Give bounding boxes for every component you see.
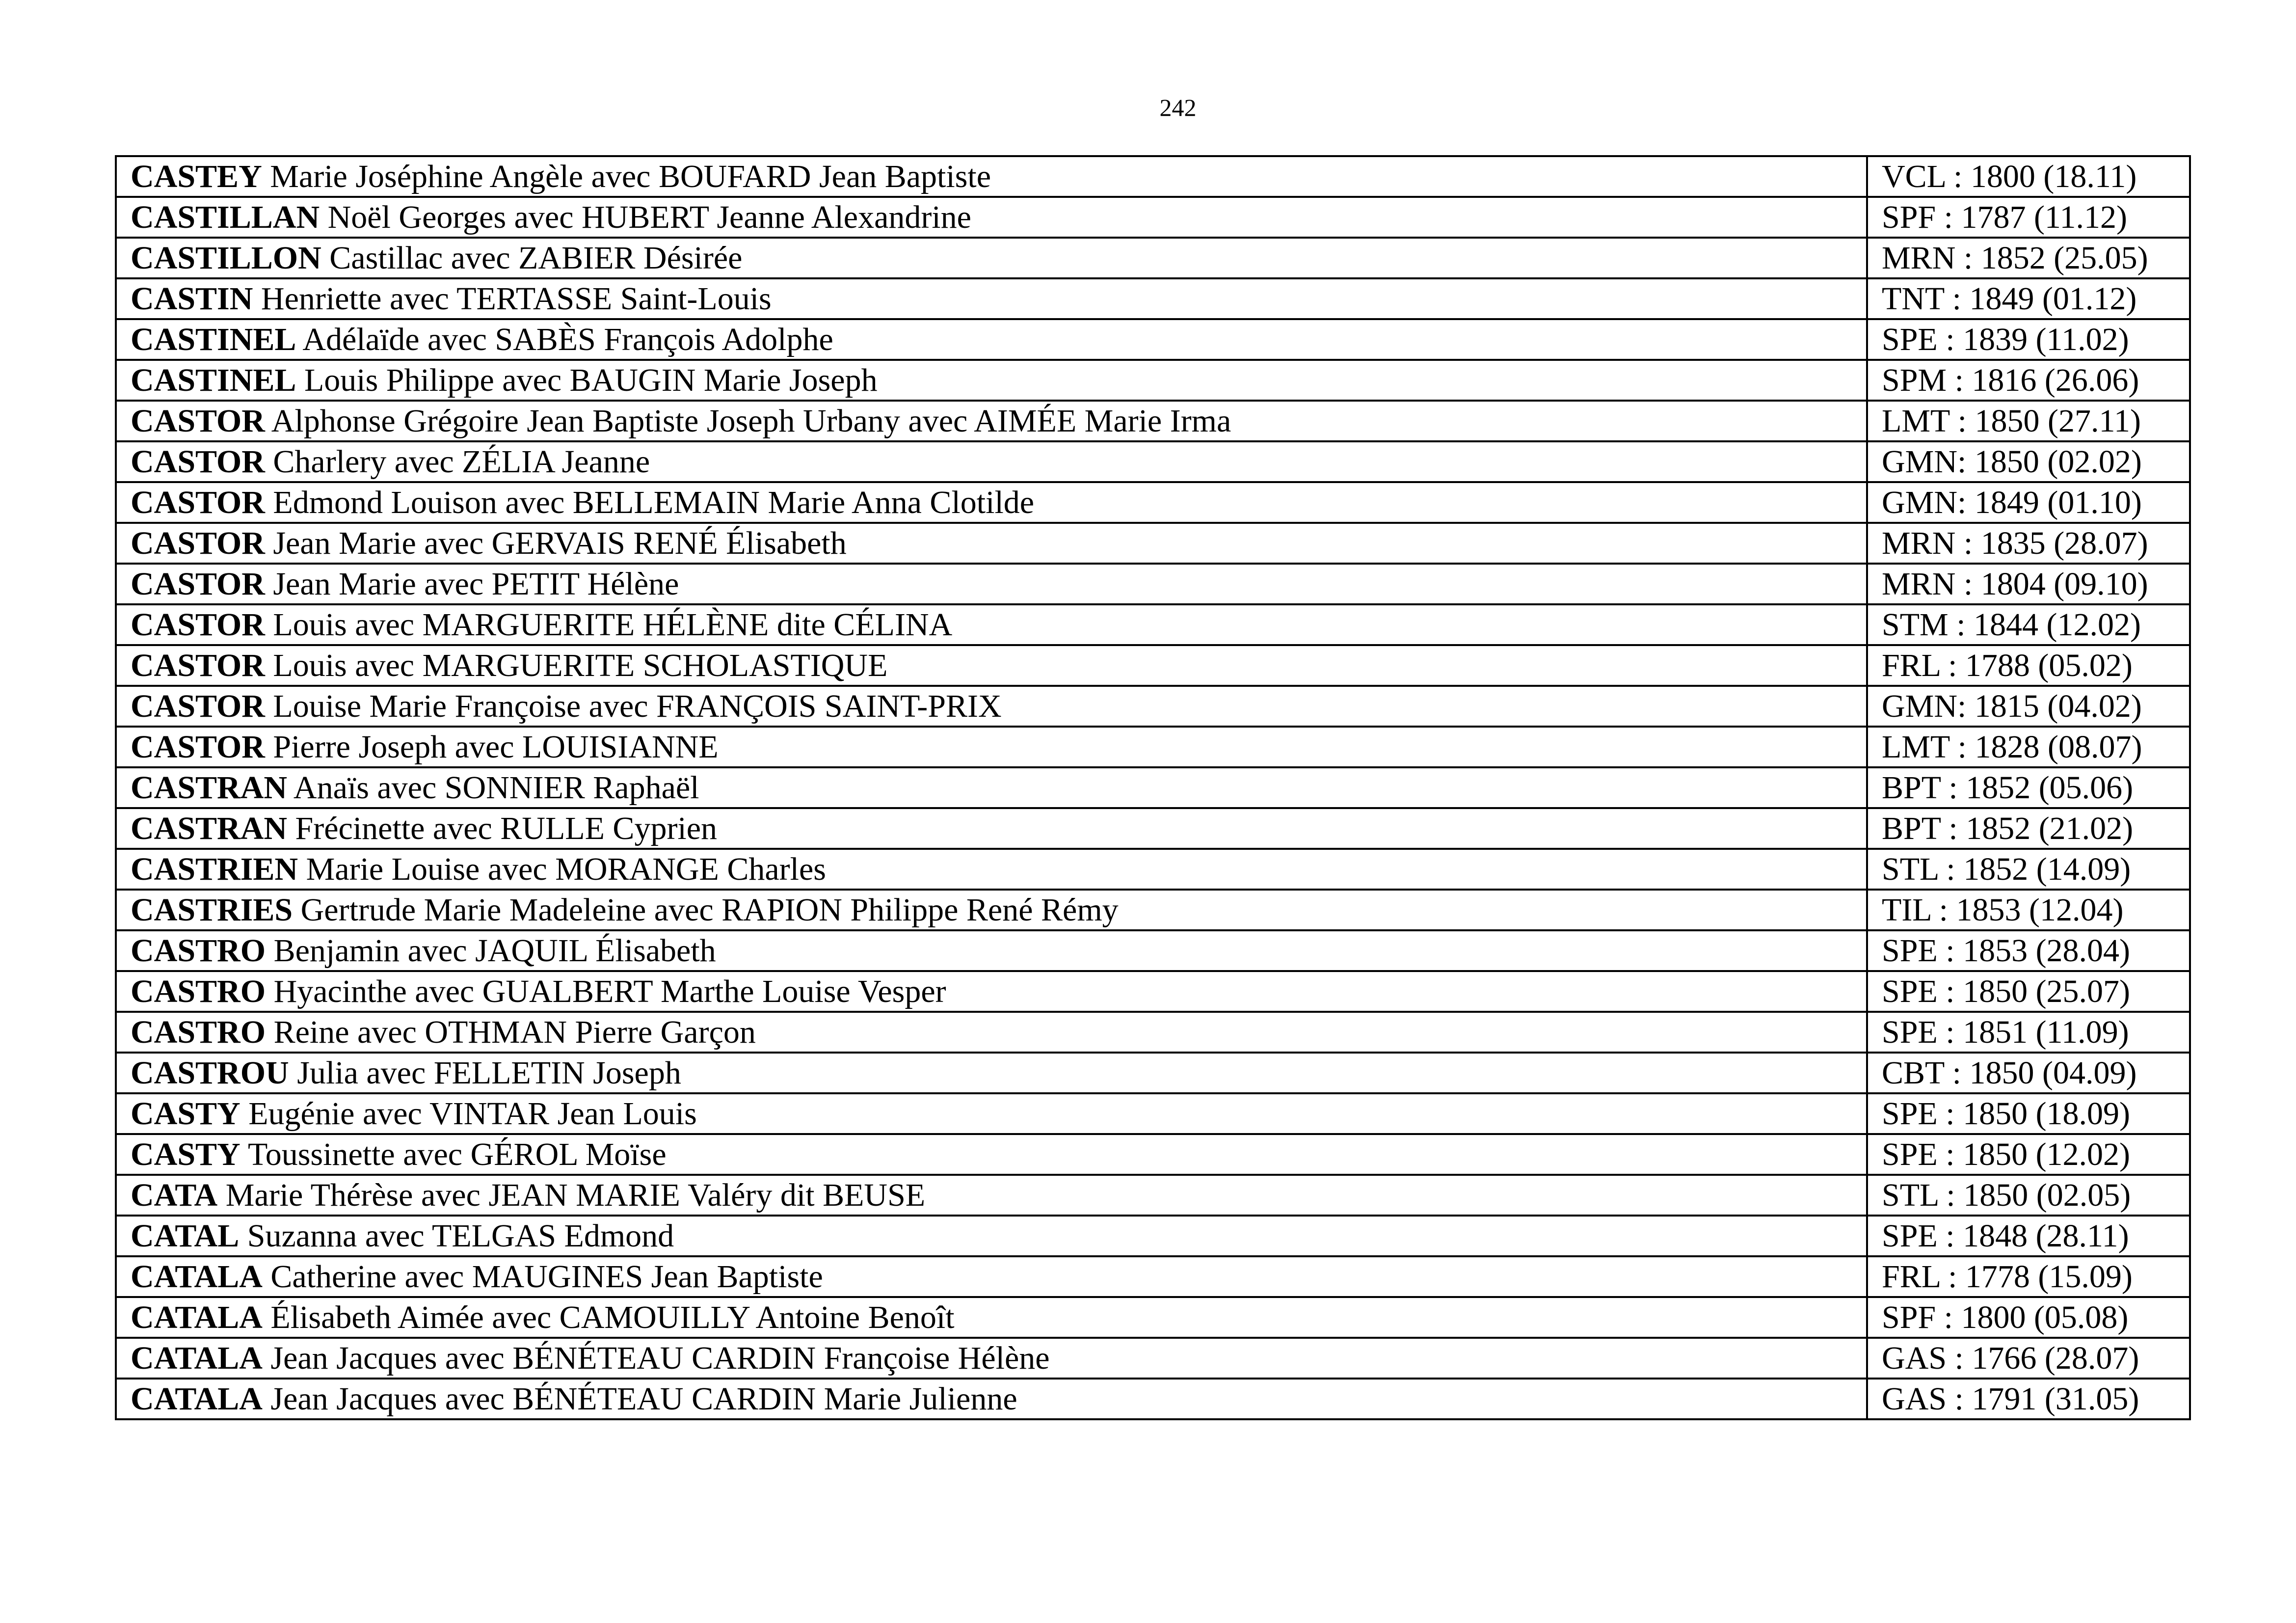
couple-names-cell xyxy=(116,971,1867,1012)
couple-names-cell xyxy=(116,238,1867,278)
names-detail: Louis avec MARGUERITE HÉLÈNE dite CÉLINA xyxy=(273,606,953,643)
parish-date-cell: STL : 1852 (14.09) xyxy=(1867,849,2190,890)
surname: CASTROU xyxy=(131,1055,289,1091)
table-row xyxy=(116,849,2190,890)
surname: CATALA xyxy=(131,1258,263,1295)
names-detail: Reine avec OTHMAN Pierre Garçon xyxy=(273,1014,756,1050)
couple-names-cell xyxy=(116,1379,1867,1419)
table-row xyxy=(116,808,2190,849)
table-row xyxy=(116,1256,2190,1297)
table-row xyxy=(116,1012,2190,1053)
names-detail: Anaïs avec SONNIER Raphaël xyxy=(293,769,699,806)
couple-names-cell xyxy=(116,1338,1867,1379)
names-detail: Jean Marie avec GERVAIS RENÉ Élisabeth xyxy=(273,525,847,561)
surname: CASTINEL xyxy=(131,362,296,398)
surname: CASTRO xyxy=(131,1014,266,1050)
couple-names-cell xyxy=(116,564,1867,604)
couple-names-cell xyxy=(116,441,1867,482)
surname: CATALA xyxy=(131,1299,263,1335)
surname: CASTOR xyxy=(131,647,265,683)
couple-names-cell xyxy=(116,1053,1867,1093)
couple-names-cell xyxy=(116,1134,1867,1175)
names-detail: Toussinette avec GÉROL Moïse xyxy=(248,1136,667,1172)
parish-date-cell: GMN: 1815 (04.02) xyxy=(1867,686,2190,727)
couple-names-cell xyxy=(116,727,1867,767)
parish-date-cell: GAS : 1791 (31.05) xyxy=(1867,1379,2190,1419)
parish-date-cell: MRN : 1804 (09.10) xyxy=(1867,564,2190,604)
surname: CASTILLON xyxy=(131,240,321,276)
parish-date-cell: MRN : 1835 (28.07) xyxy=(1867,523,2190,564)
parish-date-cell: SPE : 1850 (12.02) xyxy=(1867,1134,2190,1175)
surname: CASTRO xyxy=(131,932,266,969)
couple-names-cell xyxy=(116,849,1867,890)
table-row xyxy=(116,1175,2190,1216)
table-row xyxy=(116,156,2190,197)
table-row xyxy=(116,197,2190,238)
table-row xyxy=(116,401,2190,441)
parish-date-cell: FRL : 1778 (15.09) xyxy=(1867,1256,2190,1297)
table-row xyxy=(116,971,2190,1012)
names-detail: Jean Marie avec PETIT Hélène xyxy=(273,566,679,602)
page-number: 242 xyxy=(1159,94,1197,121)
names-detail: Henriette avec TERTASSE Saint-Louis xyxy=(261,280,772,317)
register-body xyxy=(116,156,2190,1419)
couple-names-cell xyxy=(116,645,1867,686)
table-row xyxy=(116,604,2190,645)
names-detail: Frécinette avec RULLE Cyprien xyxy=(295,810,718,846)
couple-names-cell xyxy=(116,319,1867,360)
surname: CASTOR xyxy=(131,403,265,439)
names-detail: Jean Jacques avec BÉNÉTEAU CARDIN Marie Julienne xyxy=(270,1380,1017,1417)
surname: CATA xyxy=(131,1177,218,1213)
names-detail: Charlery avec ZÉLIA Jeanne xyxy=(273,443,650,480)
parish-date-cell: SPE : 1848 (28.11) xyxy=(1867,1216,2190,1256)
surname: CATALA xyxy=(131,1340,263,1376)
surname: CASTIN xyxy=(131,280,253,317)
couple-names-cell xyxy=(116,1093,1867,1134)
names-detail: Suzanna avec TELGAS Edmond xyxy=(247,1217,674,1254)
couple-names-cell xyxy=(116,1297,1867,1338)
surname: CASTOR xyxy=(131,606,265,643)
couple-names-cell xyxy=(116,197,1867,238)
parish-date-cell: STM : 1844 (12.02) xyxy=(1867,604,2190,645)
table-row xyxy=(116,1093,2190,1134)
table-row xyxy=(116,1216,2190,1256)
names-detail: Castillac avec ZABIER Désirée xyxy=(329,240,743,276)
names-detail: Noël Georges avec HUBERT Jeanne Alexandrine xyxy=(327,199,971,235)
surname: CASTOR xyxy=(131,525,265,561)
table-row xyxy=(116,238,2190,278)
table-row xyxy=(116,890,2190,930)
parish-date-cell: VCL : 1800 (18.11) xyxy=(1867,156,2190,197)
surname: CASTY xyxy=(131,1136,240,1172)
names-detail: Gertrude Marie Madeleine avec RAPION Philippe René Rémy xyxy=(300,892,1119,928)
parish-date-cell: GMN: 1850 (02.02) xyxy=(1867,441,2190,482)
names-detail: Jean Jacques avec BÉNÉTEAU CARDIN Françoise Hélène xyxy=(270,1340,1050,1376)
table-row xyxy=(116,1338,2190,1379)
names-detail: Marie Louise avec MORANGE Charles xyxy=(306,851,826,887)
names-detail: Alphonse Grégoire Jean Baptiste Joseph Urbany avec AIMÉE Marie Irma xyxy=(271,403,1231,439)
names-detail: Louis Philippe avec BAUGIN Marie Joseph xyxy=(304,362,878,398)
surname: CASTRIES xyxy=(131,892,293,928)
surname: CASTRO xyxy=(131,973,266,1009)
names-detail: Pierre Joseph avec LOUISIANNE xyxy=(273,729,719,765)
parish-date-cell: LMT : 1828 (08.07) xyxy=(1867,727,2190,767)
parish-date-cell: LMT : 1850 (27.11) xyxy=(1867,401,2190,441)
surname: CASTOR xyxy=(131,443,265,480)
table-row xyxy=(116,645,2190,686)
parish-date-cell: STL : 1850 (02.05) xyxy=(1867,1175,2190,1216)
parish-date-cell: SPE : 1850 (18.09) xyxy=(1867,1093,2190,1134)
names-detail: Eugénie avec VINTAR Jean Louis xyxy=(248,1095,697,1132)
names-detail: Louise Marie Françoise avec FRANÇOIS SAINT-PRIX xyxy=(273,688,1002,724)
surname: CASTOR xyxy=(131,566,265,602)
parish-date-cell: SPE : 1851 (11.09) xyxy=(1867,1012,2190,1053)
table-row xyxy=(116,360,2190,401)
couple-names-cell xyxy=(116,930,1867,971)
table-row xyxy=(116,767,2190,808)
table-row xyxy=(116,482,2190,523)
couple-names-cell xyxy=(116,1175,1867,1216)
names-detail: Julia avec FELLETIN Joseph xyxy=(297,1055,681,1091)
parish-date-cell: SPE : 1853 (28.04) xyxy=(1867,930,2190,971)
parish-date-cell: BPT : 1852 (21.02) xyxy=(1867,808,2190,849)
names-detail: Élisabeth Aimée avec CAMOUILLY Antoine Benoît xyxy=(270,1299,955,1335)
surname: CATALA xyxy=(131,1380,263,1417)
surname: CASTEY xyxy=(131,158,262,194)
couple-names-cell xyxy=(116,604,1867,645)
table-row xyxy=(116,1053,2190,1093)
names-detail: Edmond Louison avec BELLEMAIN Marie Anna Clotilde xyxy=(273,484,1035,520)
table-row xyxy=(116,523,2190,564)
table-row xyxy=(116,278,2190,319)
surname: CASTRAN xyxy=(131,769,288,806)
parish-date-cell: TNT : 1849 (01.12) xyxy=(1867,278,2190,319)
table-row xyxy=(116,930,2190,971)
parish-date-cell: SPM : 1816 (26.06) xyxy=(1867,360,2190,401)
table-row xyxy=(116,727,2190,767)
parish-date-cell: SPE : 1850 (25.07) xyxy=(1867,971,2190,1012)
couple-names-cell xyxy=(116,890,1867,930)
table-row xyxy=(116,319,2190,360)
names-detail: Marie Thérèse avec JEAN MARIE Valéry dit BEUSE xyxy=(225,1177,926,1213)
surname: CASTRIEN xyxy=(131,851,298,887)
table-row xyxy=(116,1379,2190,1419)
parish-date-cell: FRL : 1788 (05.02) xyxy=(1867,645,2190,686)
table-row xyxy=(116,441,2190,482)
couple-names-cell xyxy=(116,278,1867,319)
couple-names-cell xyxy=(116,1216,1867,1256)
names-detail: Benjamin avec JAQUIL Élisabeth xyxy=(273,932,716,969)
table-row xyxy=(116,1297,2190,1338)
parish-date-cell: TIL : 1853 (12.04) xyxy=(1867,890,2190,930)
surname: CASTILLAN xyxy=(131,199,320,235)
names-detail: Marie Joséphine Angèle avec BOUFARD Jean Baptiste xyxy=(270,158,991,194)
couple-names-cell xyxy=(116,767,1867,808)
surname: CASTOR xyxy=(131,484,265,520)
couple-names-cell xyxy=(116,1256,1867,1297)
table-row xyxy=(116,686,2190,727)
surname: CASTY xyxy=(131,1095,240,1132)
parish-date-cell: GAS : 1766 (28.07) xyxy=(1867,1338,2190,1379)
couple-names-cell xyxy=(116,482,1867,523)
parish-date-cell: SPF : 1787 (11.12) xyxy=(1867,197,2190,238)
parish-date-cell: BPT : 1852 (05.06) xyxy=(1867,767,2190,808)
names-detail: Louis avec MARGUERITE SCHOLASTIQUE xyxy=(273,647,888,683)
names-detail: Catherine avec MAUGINES Jean Baptiste xyxy=(270,1258,823,1295)
parish-date-cell: MRN : 1852 (25.05) xyxy=(1867,238,2190,278)
table-row xyxy=(116,1134,2190,1175)
parish-date-cell: GMN: 1849 (01.10) xyxy=(1867,482,2190,523)
surname: CASTOR xyxy=(131,729,265,765)
couple-names-cell xyxy=(116,686,1867,727)
surname: CASTOR xyxy=(131,688,265,724)
parish-date-cell: SPE : 1839 (11.02) xyxy=(1867,319,2190,360)
marriage-register-table xyxy=(115,155,2191,1420)
surname: CASTINEL xyxy=(131,321,296,357)
table-row xyxy=(116,564,2190,604)
surname: CATAL xyxy=(131,1217,240,1254)
couple-names-cell xyxy=(116,156,1867,197)
surname: CASTRAN xyxy=(131,810,288,846)
names-detail: Adélaïde avec SABÈS François Adolphe xyxy=(302,321,833,357)
names-detail: Hyacinthe avec GUALBERT Marthe Louise Vesper xyxy=(273,973,946,1009)
couple-names-cell xyxy=(116,401,1867,441)
couple-names-cell xyxy=(116,808,1867,849)
couple-names-cell xyxy=(116,523,1867,564)
couple-names-cell xyxy=(116,360,1867,401)
parish-date-cell: SPF : 1800 (05.08) xyxy=(1867,1297,2190,1338)
parish-date-cell: CBT : 1850 (04.09) xyxy=(1867,1053,2190,1093)
couple-names-cell xyxy=(116,1012,1867,1053)
